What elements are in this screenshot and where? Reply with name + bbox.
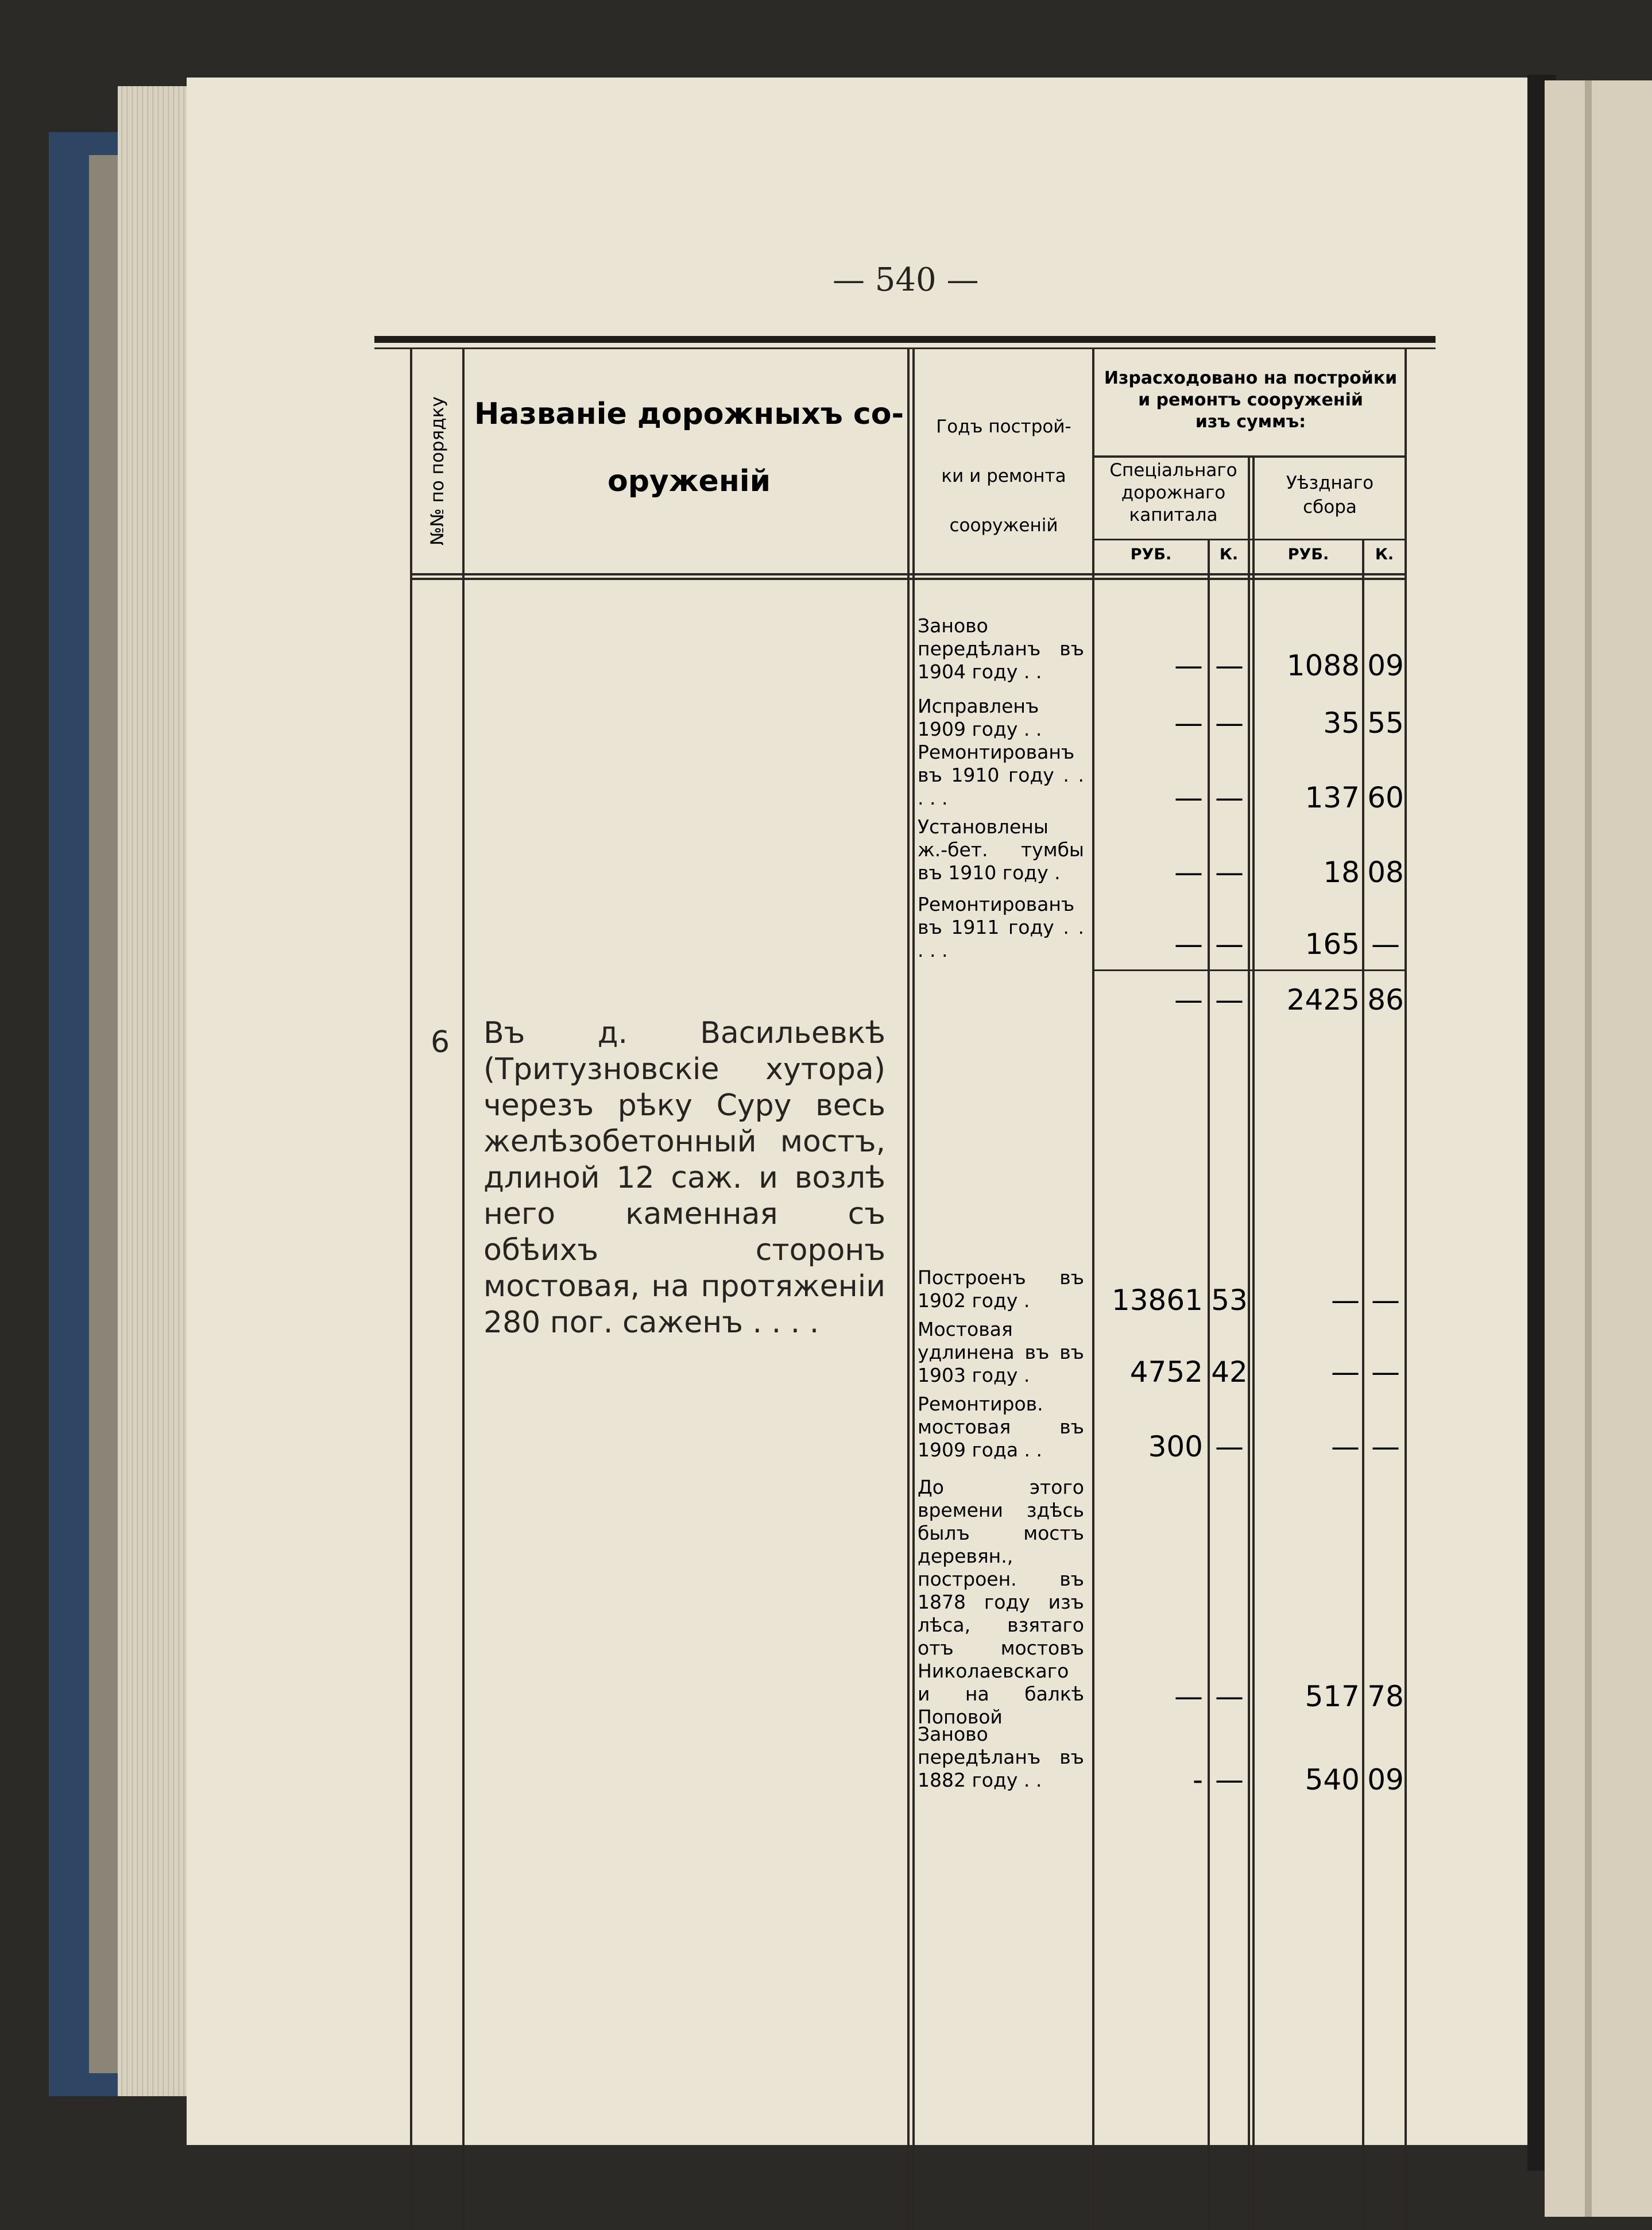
spent-line1: Израсходовано на постройки (1104, 368, 1398, 388)
year-note-2: Исправленъ 1909 году . . (918, 695, 1042, 740)
uezd-rub-1: 1088 (1286, 649, 1360, 682)
uezd-rub-5: 165 (1305, 927, 1360, 961)
uezd-rub-2: 35 (1323, 706, 1360, 740)
spec-rub-1: — (1174, 649, 1203, 682)
spec-kop-8: — (1215, 1430, 1244, 1463)
spec-kop-5: — (1215, 927, 1244, 961)
uezd-kop-10: 09 (1367, 1763, 1404, 1796)
top-rule-thick (374, 336, 1436, 343)
subtotal-spec-kop: — (1215, 983, 1244, 1017)
col-year-line1: Годъ построй- (936, 416, 1071, 437)
spec-kop-9: — (1215, 1680, 1244, 1713)
spec-kop-header: К. (1219, 546, 1239, 563)
col-name-line2: оруженій (607, 464, 771, 499)
year-note-7: Мостовая удлинена въ въ 1903 году . (918, 1318, 1084, 1386)
spec-kop-2: — (1215, 706, 1244, 740)
top-rule-thin (374, 347, 1436, 349)
uezd-rub-4: 18 (1323, 856, 1360, 889)
subtotal-uezd-rub: 2425 (1286, 983, 1360, 1017)
table-left-border (410, 349, 412, 2230)
spec-rub-8: 300 (1148, 1430, 1203, 1463)
uezd-rub-9: 517 (1305, 1680, 1360, 1713)
special-line2: дорожнаго (1121, 482, 1226, 503)
spec-kop-3: — (1215, 781, 1244, 814)
uezd-kop-8: — (1371, 1430, 1400, 1463)
year-note-5: Ремонтированъ въ 1911 году . . . . . (918, 893, 1084, 961)
uezd-rub-header: РУБ. (1287, 546, 1329, 563)
col-name-divider (907, 349, 910, 2230)
col-number-divider (462, 349, 465, 2230)
next-page-edge (1585, 80, 1592, 2217)
item-description: Въ д. Васильевкѣ (Тритузновскіе хутора) черезъ рѣку Суру весь желѣзобетонный мостъ, длиной 12 саж. и возлѣ него каменная съ обѣихъ сторонъ мостовая, на протяженіи 280 пог. саженъ . . . . (483, 1016, 885, 1340)
spec-rub-2: — (1174, 706, 1203, 740)
subhead-divider (1092, 539, 1407, 540)
uezd-rub-3: 137 (1305, 781, 1360, 814)
uezd-header (1255, 471, 1405, 519)
spec-rub-6: 13861 (1111, 1284, 1203, 1317)
uezd-kop-6: — (1371, 1284, 1400, 1317)
col-name-divider-2 (912, 349, 915, 2230)
uezd-rub-7: — (1331, 1355, 1360, 1389)
subtotal-rule (1092, 969, 1407, 971)
spec-rub-header: РУБ. (1130, 546, 1172, 563)
year-note-6: Построенъ въ 1902 году . (918, 1266, 1084, 1312)
uezd-rub-8: — (1331, 1430, 1360, 1463)
spec-rub-9: — (1174, 1680, 1203, 1713)
uezd-line2: сбора (1303, 497, 1357, 517)
spec-rub-10: - (1192, 1763, 1203, 1796)
spent-line2: и ремонтъ сооруженій (1138, 390, 1363, 410)
year-note-8: Ремонтиров. мостовая въ 1909 года . . (918, 1393, 1084, 1461)
col-year-line3: сооруженій (949, 515, 1058, 536)
uezd-kop-2: 55 (1367, 706, 1404, 740)
page-number: — 540 — (833, 261, 979, 299)
spec-kop-7: 42 (1211, 1355, 1248, 1389)
subtotal-uezd-kop: 86 (1367, 983, 1404, 1017)
spec-kop-4: — (1215, 856, 1244, 889)
uezd-kop-3: 60 (1367, 781, 1404, 814)
uezd-kop-7: — (1371, 1355, 1400, 1389)
spent-header-divider (1092, 455, 1407, 458)
year-note-10: Заново передѣланъ въ 1882 году . . (918, 1723, 1084, 1791)
uezd-line1: Уѣзднаго (1286, 473, 1374, 493)
year-note-9: До этого времени здѣсь былъ мостъ деревян., построен. въ 1878 году изъ лѣса, взятаго отъ мостовъ Николаевскаго и на балкѣ Поповой (918, 1476, 1084, 1728)
uezd-kop-header: К. (1375, 546, 1394, 563)
spec-kop-6: 53 (1211, 1284, 1248, 1317)
header-bottom-rule-2 (410, 578, 1407, 580)
spec-rub-3: — (1174, 781, 1203, 814)
col-uezd-kop-divider (1362, 540, 1364, 2230)
uezd-rub-6: — (1331, 1284, 1360, 1317)
spec-rub-5: — (1174, 927, 1203, 961)
col-number-header: №№ по порядку (427, 396, 448, 546)
year-note-1: Заново передѣланъ въ 1904 году . . (918, 614, 1084, 683)
uezd-rub-10: 540 (1305, 1763, 1360, 1796)
spent-line3: изъ суммъ: (1195, 412, 1306, 432)
spec-rub-7: 4752 (1129, 1355, 1203, 1389)
special-capital-header (1094, 459, 1252, 527)
uezd-kop-4: 08 (1367, 856, 1404, 889)
col-name-header (471, 396, 907, 500)
special-line1: Спеціальнаго (1109, 460, 1237, 481)
spec-kop-10: — (1215, 1763, 1244, 1796)
header-bottom-rule (410, 573, 1407, 575)
uezd-kop-1: 09 (1367, 649, 1404, 682)
uezd-kop-5: — (1371, 927, 1400, 961)
item-number: 6 (431, 1025, 450, 1060)
year-note-3: Ремонтированъ въ 1910 году . . . . . (918, 741, 1084, 809)
year-note-4: Установлены ж.-бет. тумбы въ 1910 году . (918, 816, 1084, 884)
uezd-kop-9: 78 (1367, 1680, 1404, 1713)
special-line3: капитала (1129, 505, 1218, 525)
col-year-header (915, 402, 1092, 550)
spec-kop-1: — (1215, 649, 1244, 682)
col-year-line2: ки и ремонта (941, 466, 1066, 486)
spent-header (1094, 368, 1407, 433)
subtotal-spec-rub: — (1174, 983, 1203, 1017)
spec-rub-4: — (1174, 856, 1203, 889)
next-page (1545, 80, 1652, 2217)
col-name-line1: Названіе дорожныхъ со- (474, 397, 904, 431)
